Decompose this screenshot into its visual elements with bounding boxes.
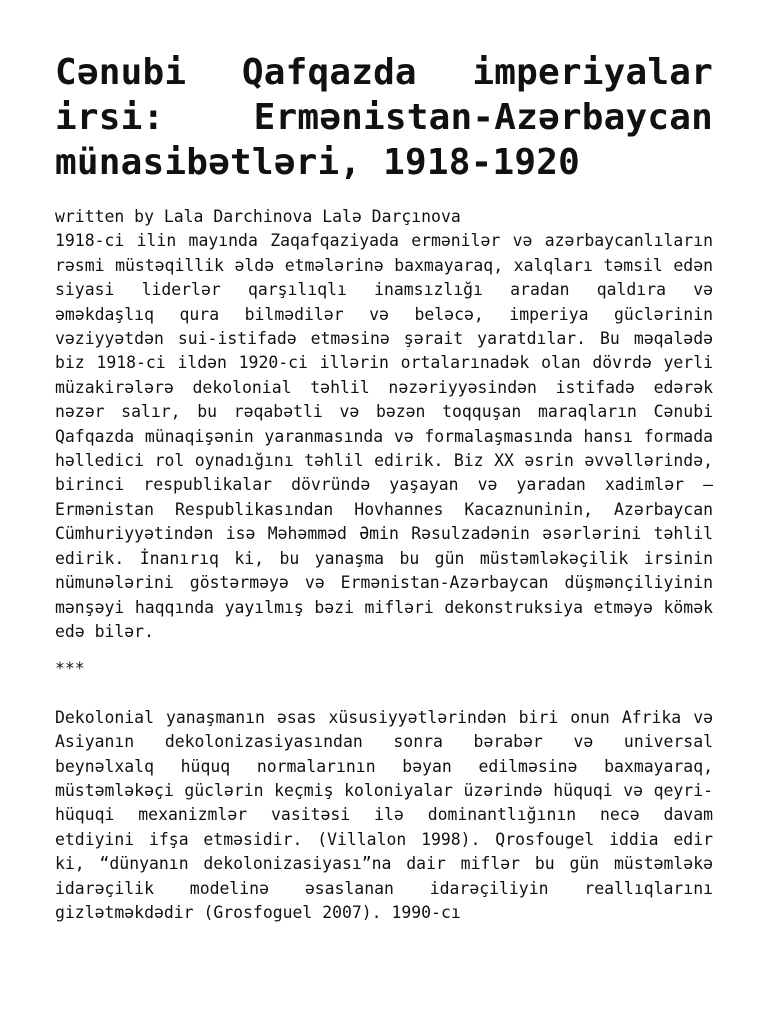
article-paragraph: Dekolonial yanaşmanın əsas xüsusiyyətlərindən biri onun Afrika və Asiyanın dekolonizasiyasından sonra bərabər və universal beynəlxalq hüquq normalarının bəyan edilməsinə baxmayaraq, müstəmləkəçi güclərin keçmiş koloniyalar üzərində hüquqi və qeyri-hüquqi mexanizmlər vasitəsi ilə dominantlığının necə davam etdiyini ifşa etməsidir. (Villalon 1998). Qrosfougel iddia edir ki, “dünyanın dekolonizasiyası”na dair miflər bu gün müstəmləkə idarəçilik modelinə əsaslanan idarəçiliyin reallıqlarını gizlətməkdədir (Grosfoguel 2007). 1990-cı: [55, 707, 713, 922]
article: [55, 50, 713, 925]
article-title: Cənubi Qafqazda imperiyalar irsi: Ermənistan-Azərbaycan münasibətləri, 1918-1920: [55, 52, 713, 183]
article-byline: written by Lala Darchinova Lalə Darçınova: [55, 207, 461, 226]
section-separator: ***: [55, 659, 85, 679]
article-abstract: 1918-ci ilin mayında Zaqafqaziyada ermənilər və azərbaycanlıların rəsmi müstəqillik əldə etmələrinə baxmayaraq, xalqları təmsil edən siyasi liderlər qarşılıqlı inamsızlığı aradan qaldıra və əməkdaşlıq qura bilmədilər və beləcə, imperiya güclərinin vəziyyətdən sui-istifadə etməsinə şərait yaratdılar. Bu məqalədə biz 1918-ci ildən 1920-ci illərin ortalarınadək olan dövrdə yerli müzakirələrə dekolonial təhlil nəzəriyyəsindən istifadə edərək nəzər salır, bu rəqabətli və bəzən toqquşan maraqların Cənubi Qafqazda münaqişənin yaranmasında və formalaşmasında hansı formada həlledici rol oynadığını təhlil edirik. Biz XX əsrin əvvəllərində, birinci respublikalar dövründə yaşayan və yaradan xadimlər – Ermənistan Respublikasından Hovhannes Kacaznuninin, Azərbaycan Cümhuriyyətindən isə Məhəmməd Əmin Rəsulzadənin əsərlərini təhlil edirik. İnanırıq ki, bu yanaşma bu gün müstəmləkəçilik irsinin nümunələrini göstərməyə və Ermənistan-Azərbaycan düşmənçiliyinin mənşəyi haqqında yayılmış bəzi mifləri dekonstruksiya etməyə kömək edə bilər.: [55, 231, 713, 641]
